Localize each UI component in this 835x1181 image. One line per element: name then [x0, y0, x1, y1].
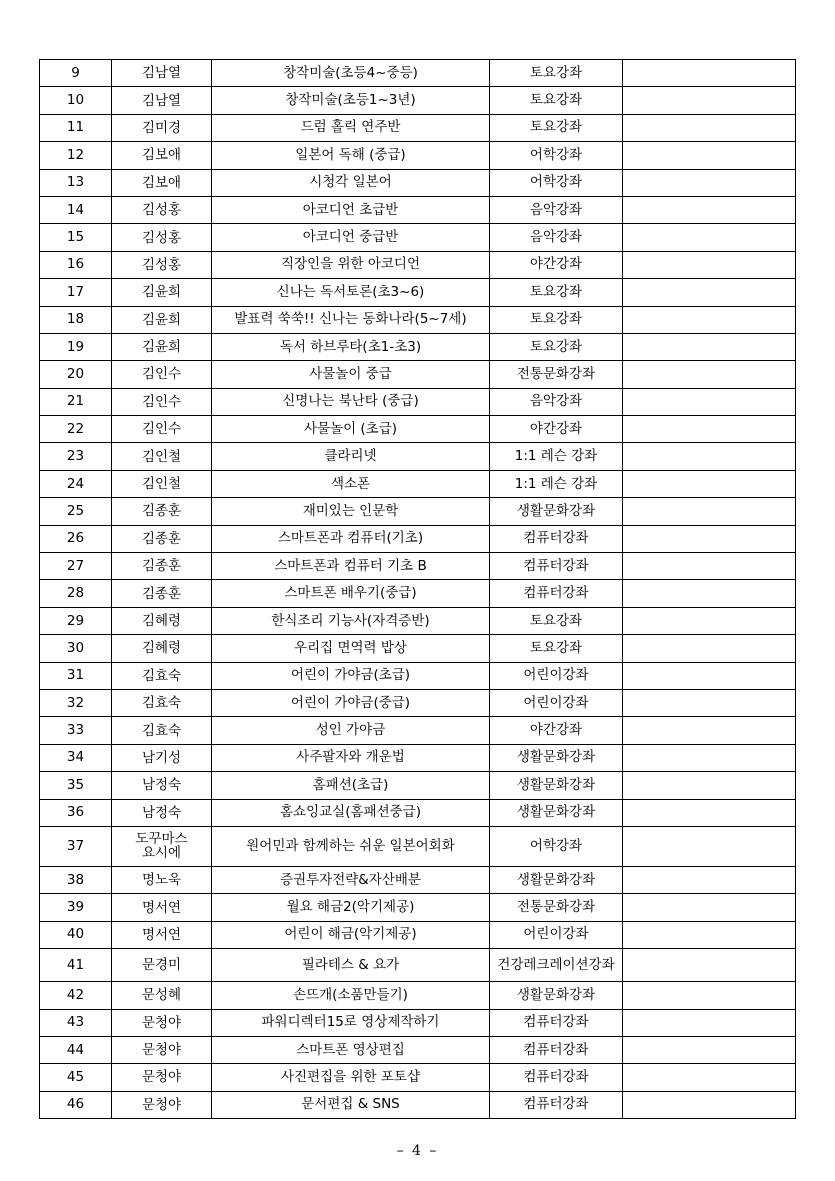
category-cell: 음악강좌 — [490, 388, 623, 415]
table-row — [40, 744, 796, 771]
category-cell: 생활문화강좌 — [490, 866, 623, 893]
course-cell: 스마트폰 배우기(중급) — [212, 580, 490, 607]
row-number-cell: 38 — [40, 866, 112, 893]
category-cell: 1:1 레슨 강좌 — [490, 470, 623, 497]
row-number-cell: 26 — [40, 525, 112, 552]
row-number-cell: 9 — [40, 60, 112, 87]
row-number-cell: 39 — [40, 894, 112, 921]
note-cell — [623, 826, 796, 866]
course-cell: 시청각 일본어 — [212, 169, 490, 196]
row-number-cell: 15 — [40, 224, 112, 251]
course-cell: 사물놀이 중급 — [212, 361, 490, 388]
row-number-cell: 30 — [40, 635, 112, 662]
course-cell: 직장인을 위한 아코디언 — [212, 251, 490, 278]
row-number-cell: 10 — [40, 87, 112, 114]
note-cell — [623, 87, 796, 114]
course-cell: 스마트폰 영상편집 — [212, 1036, 490, 1063]
category-cell: 생활문화강좌 — [490, 772, 623, 799]
course-cell: 스마트폰과 컴퓨터(기초) — [212, 525, 490, 552]
category-cell: 컴퓨터강좌 — [490, 1064, 623, 1091]
instructor-cell: 도꾸마스 요시에 — [112, 826, 212, 866]
table-row — [40, 662, 796, 689]
table-row — [40, 361, 796, 388]
note-cell — [623, 498, 796, 525]
category-cell: 어학강좌 — [490, 826, 623, 866]
note-cell — [623, 388, 796, 415]
course-cell: 홈패션(초급) — [212, 772, 490, 799]
table-row — [40, 1036, 796, 1063]
instructor-cell: 명노욱 — [112, 866, 212, 893]
row-number-cell: 33 — [40, 717, 112, 744]
table-row — [40, 470, 796, 497]
course-cell: 아코디언 초급반 — [212, 196, 490, 223]
note-cell — [623, 1009, 796, 1036]
note-cell — [623, 772, 796, 799]
category-cell: 토요강좌 — [490, 607, 623, 634]
row-number-cell: 17 — [40, 279, 112, 306]
table-row — [40, 982, 796, 1009]
note-cell — [623, 306, 796, 333]
note-cell — [623, 662, 796, 689]
course-cell: 발표력 쑥쑥!! 신나는 동화나라(5~7세) — [212, 306, 490, 333]
note-cell — [623, 251, 796, 278]
note-cell — [623, 60, 796, 87]
note-cell — [623, 279, 796, 306]
note-cell — [623, 799, 796, 826]
category-cell: 토요강좌 — [490, 306, 623, 333]
instructor-cell: 남기성 — [112, 744, 212, 771]
category-cell: 컴퓨터강좌 — [490, 1036, 623, 1063]
course-cell: 월요 해금2(악기제공) — [212, 894, 490, 921]
note-cell — [623, 196, 796, 223]
course-cell: 사주팔자와 개운법 — [212, 744, 490, 771]
note-cell — [623, 169, 796, 196]
instructor-cell: 문청야 — [112, 1064, 212, 1091]
table-row — [40, 826, 796, 866]
category-cell: 1:1 레슨 강좌 — [490, 443, 623, 470]
instructor-cell: 김윤희 — [112, 306, 212, 333]
instructor-cell: 김인수 — [112, 361, 212, 388]
row-number-cell: 16 — [40, 251, 112, 278]
course-cell: 드럼 홀릭 연주반 — [212, 114, 490, 141]
note-cell — [623, 689, 796, 716]
note-cell — [623, 361, 796, 388]
note-cell — [623, 142, 796, 169]
note-cell — [623, 1036, 796, 1063]
course-cell: 신명나는 북난타 (중급) — [212, 388, 490, 415]
note-cell — [623, 416, 796, 443]
note-cell — [623, 1064, 796, 1091]
course-cell: 색소폰 — [212, 470, 490, 497]
course-cell: 한식조리 기능사(자격증반) — [212, 607, 490, 634]
note-cell — [623, 635, 796, 662]
category-cell: 생활문화강좌 — [490, 498, 623, 525]
note-cell — [623, 224, 796, 251]
note-cell — [623, 443, 796, 470]
category-cell: 토요강좌 — [490, 333, 623, 360]
table-row — [40, 224, 796, 251]
table-row — [40, 866, 796, 893]
row-number-cell: 45 — [40, 1064, 112, 1091]
category-cell: 컴퓨터강좌 — [490, 1091, 623, 1118]
course-cell: 일본어 독해 (중급) — [212, 142, 490, 169]
row-number-cell: 19 — [40, 333, 112, 360]
category-cell: 컴퓨터강좌 — [490, 525, 623, 552]
row-number-cell: 31 — [40, 662, 112, 689]
instructor-cell: 김종훈 — [112, 525, 212, 552]
instructor-cell: 문성혜 — [112, 982, 212, 1009]
instructor-cell: 김성홍 — [112, 196, 212, 223]
course-cell: 증권투자전략&자산배분 — [212, 866, 490, 893]
row-number-cell: 35 — [40, 772, 112, 799]
instructor-cell: 명서연 — [112, 894, 212, 921]
course-cell: 성인 가야금 — [212, 717, 490, 744]
table-row — [40, 251, 796, 278]
row-number-cell: 22 — [40, 416, 112, 443]
row-number-cell: 32 — [40, 689, 112, 716]
category-cell: 토요강좌 — [490, 635, 623, 662]
category-cell: 토요강좌 — [490, 60, 623, 87]
table-row — [40, 553, 796, 580]
instructor-cell: 김인수 — [112, 416, 212, 443]
note-cell — [623, 921, 796, 948]
instructor-cell: 김효숙 — [112, 662, 212, 689]
instructor-cell: 김남열 — [112, 60, 212, 87]
row-number-cell: 23 — [40, 443, 112, 470]
course-cell: 우리집 면역력 밥상 — [212, 635, 490, 662]
course-cell: 문서편집 & SNS — [212, 1091, 490, 1118]
page-number: – 4 – — [396, 1143, 439, 1159]
instructor-cell: 김인수 — [112, 388, 212, 415]
note-cell — [623, 949, 796, 982]
instructor-cell: 김윤희 — [112, 333, 212, 360]
instructor-cell: 김미경 — [112, 114, 212, 141]
category-cell: 토요강좌 — [490, 279, 623, 306]
row-number-cell: 40 — [40, 921, 112, 948]
instructor-cell: 김윤희 — [112, 279, 212, 306]
note-cell — [623, 470, 796, 497]
table-row — [40, 949, 796, 982]
table-row — [40, 580, 796, 607]
instructor-cell: 김성홍 — [112, 224, 212, 251]
row-number-cell: 25 — [40, 498, 112, 525]
row-number-cell: 21 — [40, 388, 112, 415]
note-cell — [623, 744, 796, 771]
category-cell: 생활문화강좌 — [490, 799, 623, 826]
category-cell: 어린이강좌 — [490, 689, 623, 716]
note-cell — [623, 607, 796, 634]
row-number-cell: 27 — [40, 553, 112, 580]
note-cell — [623, 553, 796, 580]
course-cell: 어린이 해금(악기제공) — [212, 921, 490, 948]
row-number-cell: 29 — [40, 607, 112, 634]
note-cell — [623, 580, 796, 607]
category-cell: 토요강좌 — [490, 87, 623, 114]
instructor-cell: 김인철 — [112, 470, 212, 497]
table-row — [40, 772, 796, 799]
table-row — [40, 525, 796, 552]
instructor-cell: 김보애 — [112, 142, 212, 169]
course-cell: 파워디렉터15로 영상제작하기 — [212, 1009, 490, 1036]
row-number-cell: 36 — [40, 799, 112, 826]
table-row — [40, 416, 796, 443]
row-number-cell: 41 — [40, 949, 112, 982]
course-cell: 창작미술(초등1~3년) — [212, 87, 490, 114]
table-row — [40, 1009, 796, 1036]
category-cell: 전통문화강좌 — [490, 361, 623, 388]
category-cell: 생활문화강좌 — [490, 744, 623, 771]
instructor-cell: 김종훈 — [112, 498, 212, 525]
category-cell: 생활문화강좌 — [490, 982, 623, 1009]
course-cell: 독서 하브루타(초1-초3) — [212, 333, 490, 360]
course-table-body — [40, 60, 796, 1119]
course-cell: 스마트폰과 컴퓨터 기초 B — [212, 553, 490, 580]
table-row — [40, 333, 796, 360]
table-row — [40, 388, 796, 415]
row-number-cell: 11 — [40, 114, 112, 141]
category-cell: 음악강좌 — [490, 196, 623, 223]
instructor-cell: 남정숙 — [112, 772, 212, 799]
note-cell — [623, 717, 796, 744]
table-row — [40, 498, 796, 525]
table-row — [40, 142, 796, 169]
instructor-cell: 김종훈 — [112, 580, 212, 607]
row-number-cell: 18 — [40, 306, 112, 333]
table-row — [40, 717, 796, 744]
instructor-cell: 김혜령 — [112, 607, 212, 634]
row-number-cell: 12 — [40, 142, 112, 169]
row-number-cell: 37 — [40, 826, 112, 866]
row-number-cell: 42 — [40, 982, 112, 1009]
table-row — [40, 799, 796, 826]
row-number-cell: 43 — [40, 1009, 112, 1036]
instructor-cell: 문청야 — [112, 1009, 212, 1036]
note-cell — [623, 525, 796, 552]
category-cell: 건강레크레이션강좌 — [490, 949, 623, 982]
instructor-cell: 남정숙 — [112, 799, 212, 826]
course-cell: 손뜨개(소품만들기) — [212, 982, 490, 1009]
course-cell: 원어민과 함께하는 쉬운 일본어회화 — [212, 826, 490, 866]
table-row — [40, 306, 796, 333]
course-table — [39, 59, 796, 1119]
category-cell: 야간강좌 — [490, 251, 623, 278]
table-row — [40, 196, 796, 223]
category-cell: 야간강좌 — [490, 416, 623, 443]
category-cell: 컴퓨터강좌 — [490, 580, 623, 607]
table-row — [40, 894, 796, 921]
table-row — [40, 635, 796, 662]
table-row — [40, 607, 796, 634]
table-row — [40, 443, 796, 470]
instructor-cell: 김남열 — [112, 87, 212, 114]
course-cell: 필라테스 & 요가 — [212, 949, 490, 982]
category-cell: 어린이강좌 — [490, 662, 623, 689]
instructor-cell: 김혜령 — [112, 635, 212, 662]
category-cell: 어학강좌 — [490, 169, 623, 196]
table-row — [40, 60, 796, 87]
course-cell: 어린이 가야금(초급) — [212, 662, 490, 689]
instructor-cell: 김인철 — [112, 443, 212, 470]
note-cell — [623, 866, 796, 893]
table-row — [40, 87, 796, 114]
instructor-cell: 명서연 — [112, 921, 212, 948]
row-number-cell: 13 — [40, 169, 112, 196]
table-row — [40, 689, 796, 716]
course-cell: 신나는 독서토론(초3~6) — [212, 279, 490, 306]
category-cell: 어학강좌 — [490, 142, 623, 169]
instructor-cell: 문경미 — [112, 949, 212, 982]
row-number-cell: 34 — [40, 744, 112, 771]
instructor-cell: 김성홍 — [112, 251, 212, 278]
instructor-cell: 김효숙 — [112, 689, 212, 716]
note-cell — [623, 333, 796, 360]
course-cell: 재미있는 인문학 — [212, 498, 490, 525]
course-cell: 홈쇼잉교실(홈패션중급) — [212, 799, 490, 826]
row-number-cell: 24 — [40, 470, 112, 497]
category-cell: 컴퓨터강좌 — [490, 553, 623, 580]
row-number-cell: 46 — [40, 1091, 112, 1118]
course-cell: 어린이 가야금(중급) — [212, 689, 490, 716]
row-number-cell: 14 — [40, 196, 112, 223]
table-row — [40, 921, 796, 948]
category-cell: 야간강좌 — [490, 717, 623, 744]
table-row — [40, 279, 796, 306]
instructor-cell: 문청야 — [112, 1036, 212, 1063]
note-cell — [623, 894, 796, 921]
note-cell — [623, 1091, 796, 1118]
category-cell: 어린이강좌 — [490, 921, 623, 948]
course-cell: 아코디언 중급반 — [212, 224, 490, 251]
note-cell — [623, 982, 796, 1009]
course-cell: 클라리넷 — [212, 443, 490, 470]
category-cell: 컴퓨터강좌 — [490, 1009, 623, 1036]
row-number-cell: 20 — [40, 361, 112, 388]
instructor-cell: 김종훈 — [112, 553, 212, 580]
note-cell — [623, 114, 796, 141]
course-cell: 사진편집을 위한 포토샵 — [212, 1064, 490, 1091]
table-row — [40, 1064, 796, 1091]
category-cell: 음악강좌 — [490, 224, 623, 251]
table-row — [40, 169, 796, 196]
course-cell: 사물놀이 (초급) — [212, 416, 490, 443]
row-number-cell: 44 — [40, 1036, 112, 1063]
table-row — [40, 1091, 796, 1118]
instructor-cell: 김보애 — [112, 169, 212, 196]
category-cell: 토요강좌 — [490, 114, 623, 141]
course-cell: 창작미술(초등4~중등) — [212, 60, 490, 87]
instructor-cell: 문청야 — [112, 1091, 212, 1118]
table-row — [40, 114, 796, 141]
row-number-cell: 28 — [40, 580, 112, 607]
instructor-cell: 김효숙 — [112, 717, 212, 744]
category-cell: 전통문화강좌 — [490, 894, 623, 921]
